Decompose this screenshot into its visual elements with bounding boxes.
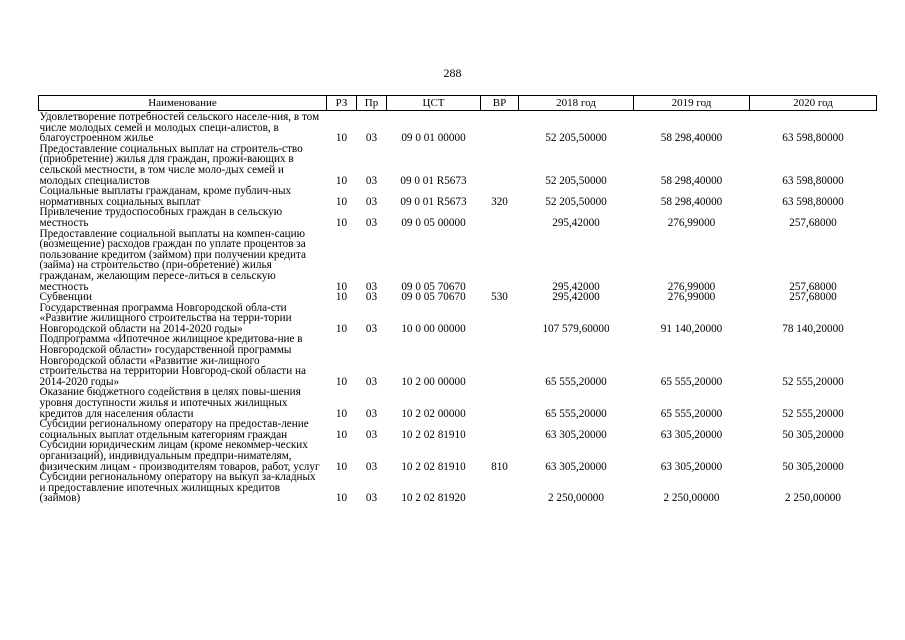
row-vr: [481, 111, 519, 144]
row-name: Субсидии региональному оператору на выкуп за-кладных и предоставление ипотечных жилищных кредитов (займов): [39, 471, 316, 505]
row-2018: 52 205,50000: [545, 195, 607, 208]
table-row: [39, 144, 877, 186]
row-2020: 63 598,80000: [782, 132, 844, 145]
row-2018: 65 555,20000: [545, 407, 607, 420]
row-2019: 276,99000: [667, 216, 716, 229]
table-row: [39, 303, 877, 335]
row-pr: 03: [365, 216, 378, 229]
header-row: [39, 96, 877, 111]
row-name: Предоставление социальной выплаты на компен-сацию (возмещение) расходов граждан по уплате процентов за пользование кредитом (займом) при получении кредита (займа) на строительство (при-обретение) жилья гражданам, желающим пересе-литься в сельскую местность: [39, 227, 306, 293]
row-cst: 10 0 00 00000: [401, 322, 466, 335]
row-cst: 10 2 02 81920: [401, 492, 466, 505]
row-2019: 65 555,20000: [660, 375, 723, 388]
row-vr: [481, 334, 519, 387]
row-vr: 320: [491, 195, 508, 208]
row-cst: 10 2 02 81910: [401, 428, 466, 441]
row-pr: 03: [365, 322, 378, 335]
row-name: Привлечение трудоспособных граждан в сельскую местность: [39, 206, 283, 229]
row-vr: 810: [491, 460, 508, 473]
row-2020: 257,68000: [789, 291, 837, 304]
row-name: Социальные выплаты гражданам, кроме публич-ных нормативных социальных выплат: [39, 185, 292, 208]
row-vr: [481, 229, 519, 293]
row-rz: 10: [335, 195, 348, 208]
row-2019: 276,99000: [667, 291, 716, 304]
table-row: [39, 186, 877, 207]
table-row: [39, 387, 877, 419]
row-rz: 10: [335, 407, 348, 420]
row-pr: 03: [365, 407, 378, 420]
row-2020: 257,68000: [789, 280, 837, 293]
row-name: Удовлетворение потребностей сельского населе-ния, в том числе молодых семей и молодых специ-алистов, в благоустроенном жилье: [39, 111, 320, 145]
row-cst: 10 2 02 81910: [401, 460, 466, 473]
row-2020: 2 250,00000: [785, 492, 841, 505]
row-name: Подпрограмма «Ипотечное жилищное кредитова-ние в Новгородской области» государственной программы Новгородской области «Развитие жи-лищного строительства на территории Новгород-ской области на 2014-2020 годы»: [39, 333, 306, 388]
row-pr: 03: [365, 460, 378, 473]
row-2019: 63 305,20000: [660, 460, 723, 473]
row-rz: 10: [335, 216, 348, 229]
row-cst: 09 0 05 00000: [401, 216, 466, 229]
row-pr: 03: [365, 174, 378, 187]
row-2019: 65 555,20000: [660, 407, 723, 420]
row-cst: 10 2 00 00000: [401, 375, 466, 388]
row-2018: 65 555,20000: [545, 375, 607, 388]
row-2020: 50 305,20000: [782, 428, 844, 441]
budget-table: [38, 95, 877, 504]
header-rz: РЗ: [327, 96, 357, 111]
header-2020: 2020 год: [750, 96, 877, 111]
table-row: [39, 229, 877, 293]
row-name: Субсидии юридическим лицам (кроме некоммер-ческих организаций), индивидуальным предпри-нимателям, физическим лицам - производителям товаров, работ, услуг: [39, 439, 320, 473]
row-pr: 03: [365, 375, 378, 388]
row-2019: 2 250,00000: [663, 492, 720, 505]
row-2019: 276,99000: [667, 280, 716, 293]
row-rz: 10: [335, 492, 348, 505]
row-cst: 09 0 01 00000: [401, 132, 466, 145]
row-pr: 03: [365, 492, 378, 505]
row-vr: [481, 387, 519, 419]
row-rz: 10: [335, 132, 348, 145]
header-2018: 2018 год: [519, 96, 634, 111]
row-2018: 295,42000: [552, 216, 600, 229]
row-name: Оказание бюджетного содействия в целях повы-шения уровня доступности жилья и ипотечных жилищных кредитов для населения области: [39, 386, 301, 420]
row-2020: 257,68000: [789, 216, 837, 229]
table-row: [39, 207, 877, 228]
table-row: [39, 419, 877, 440]
row-2019: 91 140,20000: [660, 322, 723, 335]
row-rz: 10: [335, 428, 348, 441]
row-rz: 10: [335, 322, 348, 335]
row-2020: 63 598,80000: [782, 174, 844, 187]
row-2020: 52 555,20000: [782, 375, 844, 388]
header-pr: Пр: [357, 96, 387, 111]
row-cst: 10 2 02 00000: [401, 407, 466, 420]
row-2018: 52 205,50000: [545, 174, 607, 187]
row-2018: 52 205,50000: [545, 132, 607, 145]
row-name: Государственная программа Новгородской обла-сти «Развитие жилищного строительства на терри-тории Новгородской области на 2014-2020 годы»: [39, 301, 292, 335]
row-2020: 52 555,20000: [782, 407, 844, 420]
header-2019: 2019 год: [634, 96, 750, 111]
row-rz: 10: [335, 460, 348, 473]
table-row: [39, 334, 877, 387]
row-vr: [481, 207, 519, 228]
row-2018: 295,42000: [552, 280, 600, 293]
page-number: 288: [443, 66, 462, 80]
row-pr: 03: [365, 280, 378, 293]
row-pr: 03: [365, 291, 378, 304]
row-cst: 09 0 05 70670: [401, 291, 466, 304]
row-vr: [481, 419, 519, 440]
row-vr: [481, 303, 519, 335]
header-name: Наименование: [39, 96, 327, 111]
row-rz: 10: [335, 291, 348, 304]
row-rz: 10: [335, 280, 348, 293]
row-vr: 530: [491, 291, 508, 304]
row-2019: 58 298,40000: [660, 195, 723, 208]
table-row: [39, 440, 877, 472]
row-2019: 58 298,40000: [660, 132, 723, 145]
row-cst: 09 0 01 R5673: [400, 195, 467, 208]
row-2018: 107 579,60000: [542, 322, 610, 335]
header-cst: ЦСТ: [387, 96, 481, 111]
row-cst: 09 0 01 R5673: [400, 174, 467, 187]
row-name: Предоставление социальных выплат на строитель-ство (приобретение) жилья для граждан, прожи-вающих в сельской местности, в том числе моло-дых семей и молодых специалистов: [39, 142, 303, 187]
row-2020: 63 598,80000: [782, 195, 844, 208]
row-vr: [481, 144, 519, 186]
row-2018: 63 305,20000: [545, 460, 607, 473]
row-name: Субсидии региональному оператору на предостав-ление социальных выплат отдельным категориям граждан: [39, 418, 309, 441]
table-row: [39, 111, 877, 144]
table-row: [39, 472, 877, 504]
row-rz: 10: [335, 174, 348, 187]
row-vr: [481, 472, 519, 504]
row-pr: 03: [365, 195, 378, 208]
table-body: [39, 111, 877, 504]
row-2019: 58 298,40000: [660, 174, 723, 187]
row-rz: 10: [335, 375, 348, 388]
row-name: Субвенции: [39, 291, 92, 304]
row-cst: 09 0 05 70670: [401, 280, 466, 293]
row-pr: 03: [365, 132, 378, 145]
header-vr: ВР: [481, 96, 519, 111]
row-2018: 295,42000: [552, 291, 600, 304]
row-2020: 78 140,20000: [782, 322, 844, 335]
row-2018: 2 250,00000: [548, 492, 604, 505]
row-2019: 63 305,20000: [660, 428, 723, 441]
row-2020: 50 305,20000: [782, 460, 844, 473]
row-2018: 63 305,20000: [545, 428, 607, 441]
row-pr: 03: [365, 428, 378, 441]
